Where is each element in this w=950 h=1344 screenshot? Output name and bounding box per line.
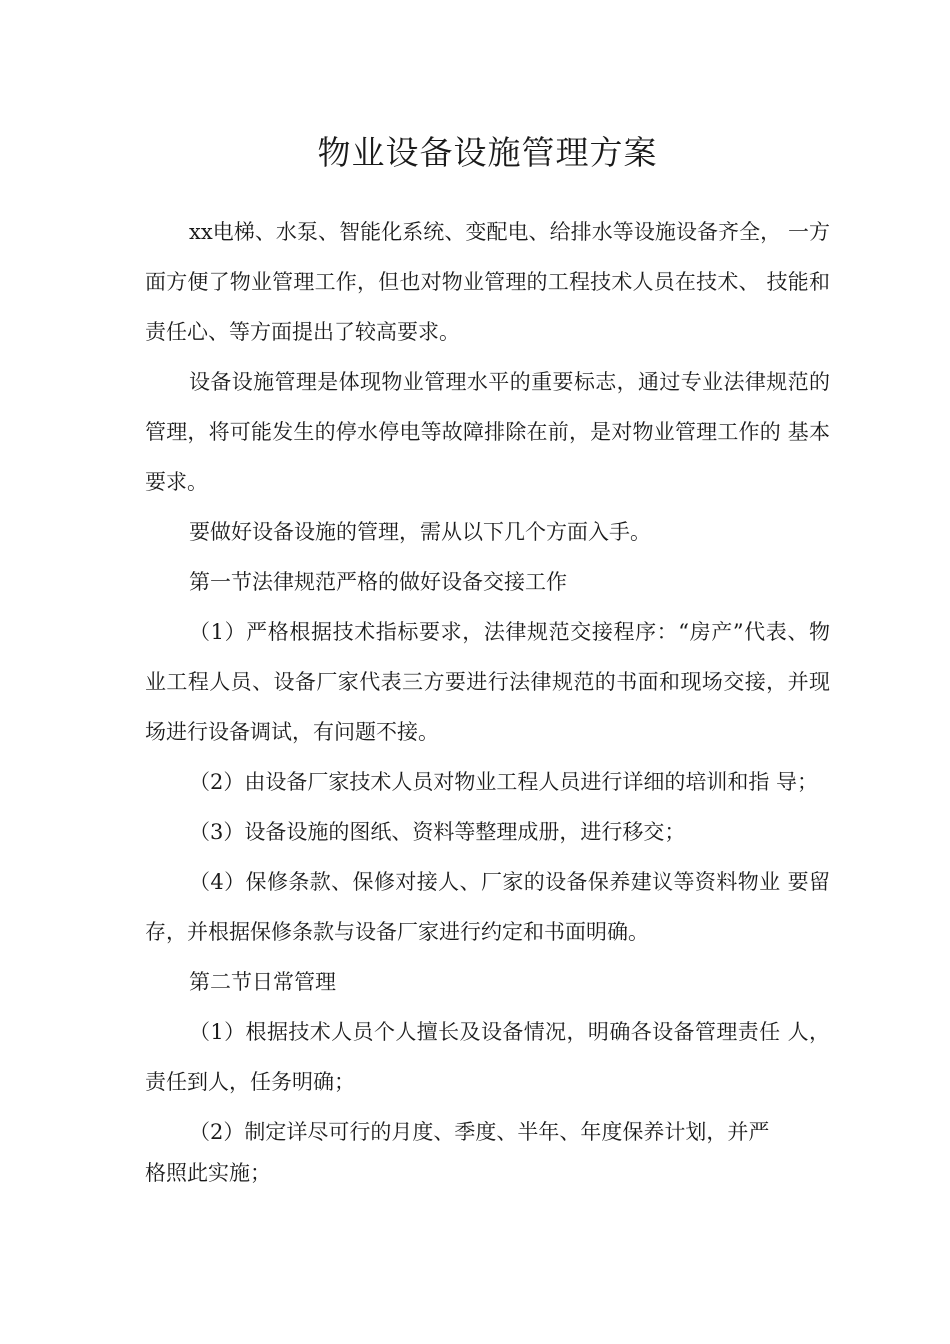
list-item-line: （2）制定详尽可行的月度、季度、半年、年度保养计划，并严 xyxy=(189,1120,770,1144)
list-item: （3）设备设施的图纸、资料等整理成册，进行移交； xyxy=(189,820,686,844)
list-item-line: 格照此实施； xyxy=(145,1161,271,1185)
paragraph-approach: 要做好设备设施的管理，需从以下几个方面入手。 xyxy=(189,520,651,544)
list-item: （1）严格根据技术指标要求，法律规范交接程序：“房产”代表、物 业工程人员、设备厂家代表三方要进行法律规范的书面和现场交接，并现 场进行设备调试，有问题不接。 xyxy=(145,620,830,744)
paragraph-importance: 设备设施管理是体现物业管理水平的重要标志，通过专业法律规范的管理，将可能发生的停水停电等故障排除在前，是对物业管理工作的 基本要求。 xyxy=(145,370,830,494)
paragraph-intro: xx电梯、水泵、智能化系统、变配电、给排水等设施设备齐全， 一方面方便了物业管理工作，但也对物业管理的工程技术人员在技术、 技能和责任心、等方面提出了较高要求。 xyxy=(145,220,830,344)
section-heading-2: 第二节日常管理 xyxy=(189,970,336,994)
section-heading-1: 第一节法律规范严格的做好设备交接工作 xyxy=(189,570,567,594)
list-item: （1）根据技术人员个人擅长及设备情况，明确各设备管理责任 人，责任到人，任务明确； xyxy=(145,1020,830,1094)
document-title: 物业设备设施管理方案 xyxy=(317,133,658,172)
document-body xyxy=(145,207,830,1189)
list-item: （2）由设备厂家技术人员对物业工程人员进行详细的培训和指 导； xyxy=(189,770,819,794)
list-item: （4）保修条款、保修对接人、厂家的设备保养建议等资料物业 要留存，并根据保修条款与设备厂家进行约定和书面明确。 xyxy=(145,870,830,944)
